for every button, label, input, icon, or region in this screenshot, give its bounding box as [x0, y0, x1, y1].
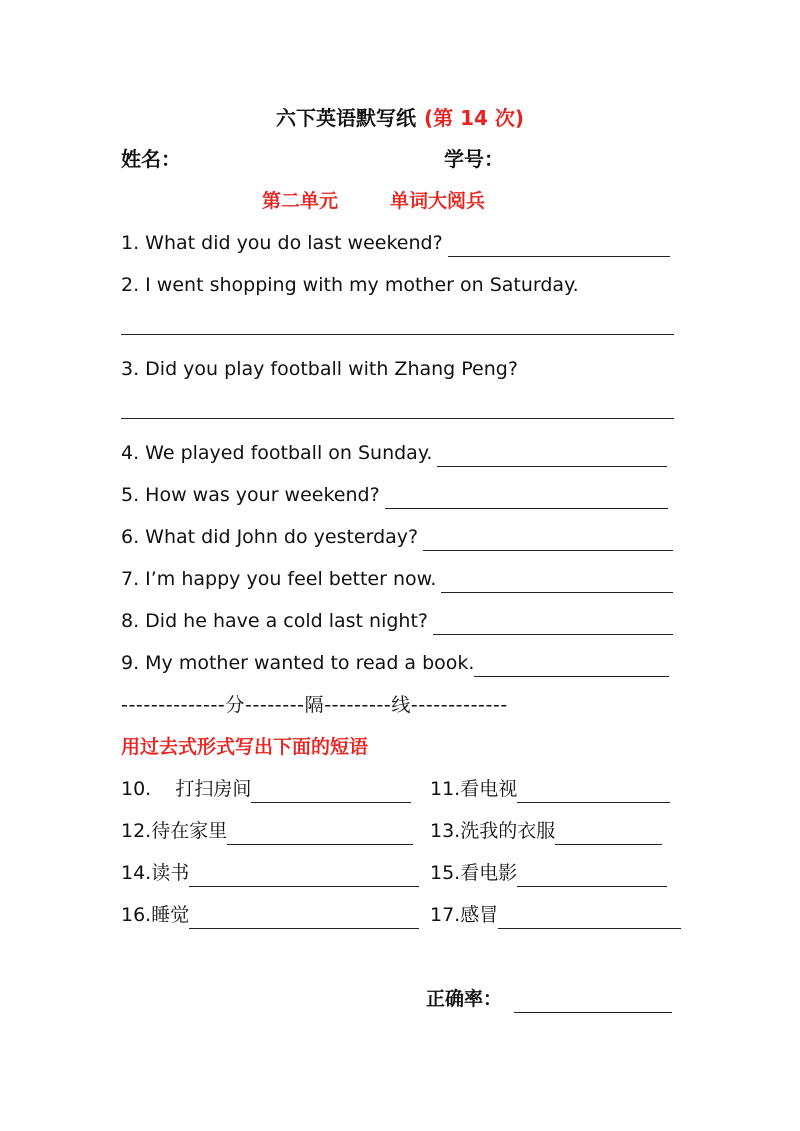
question-text: 2. I went shopping with my mother on Saturday.	[121, 274, 579, 296]
question-text: 5. How was your weekend?	[121, 484, 380, 506]
answer-blank[interactable]	[251, 782, 411, 803]
question-5	[121, 481, 668, 509]
question-text: 9. My mother wanted to read a book.	[121, 652, 475, 674]
answer-blank[interactable]	[189, 866, 419, 887]
answer-blank[interactable]	[498, 908, 681, 929]
answer-blank[interactable]	[433, 614, 673, 635]
answer-line[interactable]	[121, 334, 674, 335]
section-heading: 单词大阅兵	[390, 190, 486, 212]
title-session-number: (第 14 次)	[423, 106, 525, 130]
question-8	[121, 607, 673, 635]
phrase-11	[430, 775, 670, 803]
answer-blank[interactable]	[437, 446, 667, 467]
phrase-label: 13.洗我的衣服	[430, 820, 556, 842]
phrase-label: 16.睡觉	[121, 904, 190, 926]
question-9	[121, 649, 669, 677]
question-text: 8. Did he have a cold last night?	[121, 610, 429, 632]
phrase-13	[430, 817, 662, 845]
answer-line[interactable]	[121, 418, 674, 419]
question-text: 6. What did John do yesterday?	[121, 526, 419, 548]
question-3	[121, 355, 518, 383]
answer-blank[interactable]	[517, 866, 667, 887]
phrases-instruction: 用过去式形式写出下面的短语	[121, 736, 369, 758]
answer-blank[interactable]	[517, 782, 670, 803]
question-text: 4. We played football on Sunday.	[121, 442, 433, 464]
answer-blank[interactable]	[423, 530, 673, 551]
cut-divider-line: --------------分--------隔---------线-------------	[121, 694, 508, 716]
page-title	[0, 104, 800, 132]
question-text: 1. What did you do last weekend?	[121, 232, 443, 254]
phrase-17	[430, 901, 681, 929]
name-label: 姓名：	[121, 147, 181, 171]
answer-blank[interactable]	[385, 488, 668, 509]
question-text: 3. Did you play football with Zhang Peng?	[121, 358, 518, 380]
question-2	[121, 271, 579, 299]
answer-blank[interactable]	[227, 824, 413, 845]
phrase-label: 15.看电影	[430, 862, 518, 884]
accuracy-row	[426, 985, 672, 1013]
question-4	[121, 439, 667, 467]
accuracy-blank[interactable]	[514, 992, 672, 1013]
answer-blank[interactable]	[189, 908, 419, 929]
phrase-label: 10. 打扫房间	[121, 778, 252, 800]
phrase-12	[121, 817, 413, 845]
question-text: 7. I’m happy you feel better now.	[121, 568, 437, 590]
answer-blank[interactable]	[441, 572, 673, 593]
phrase-label: 14.读书	[121, 862, 190, 884]
phrase-label: 17.感冒	[430, 904, 499, 926]
answer-blank[interactable]	[448, 236, 670, 257]
unit-heading: 第二单元	[262, 190, 339, 212]
question-7	[121, 565, 673, 593]
accuracy-label: 正确率：	[426, 988, 503, 1010]
question-1	[121, 229, 670, 257]
title-main: 六下英语默写纸	[275, 106, 416, 130]
phrase-10	[121, 775, 411, 803]
question-6	[121, 523, 673, 551]
phrase-label: 11.看电视	[430, 778, 518, 800]
phrase-16	[121, 901, 419, 929]
answer-blank[interactable]	[474, 656, 669, 677]
phrase-15	[430, 859, 667, 887]
answer-blank[interactable]	[555, 824, 662, 845]
phrase-14	[121, 859, 419, 887]
phrase-label: 12.待在家里	[121, 820, 228, 842]
student-number-label: 学号：	[444, 147, 504, 171]
